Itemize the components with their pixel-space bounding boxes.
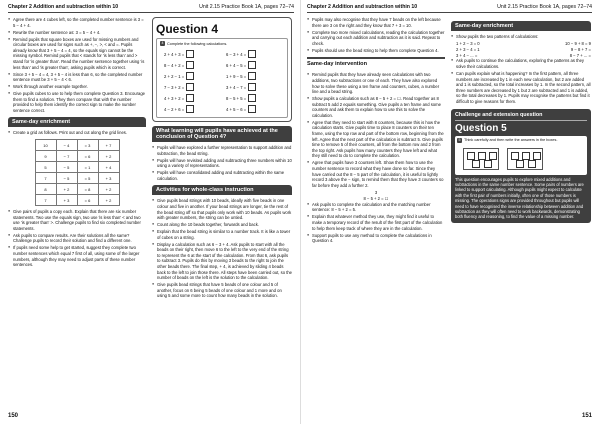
answer-box[interactable] (489, 152, 497, 160)
list-item: ● Ask pupils to compare results. Are their solutions all the same? Challenge pupils to record their solution and find a different one. (8, 233, 146, 244)
list-item: ● Remind pupils that they have already seen calculations with two additions, two subtractions or one of each. They have also explored how to solve these using a ten frame and counters, cubes, a number line and a bead string. (307, 72, 445, 94)
right-column-1 (307, 17, 445, 245)
list-item: ● If pupils need some help to get started, suggest they complete two number sentences which equal 7 first of all, using some of the larger numbers, although they may need to adjust parts of these number sentences. (8, 245, 146, 267)
list-item: ● Pupils will have consolidated adding and subtracting within the same calculation. (152, 170, 292, 181)
answer-box[interactable] (186, 105, 194, 113)
answer-box[interactable] (484, 160, 492, 168)
page-number: 150 (8, 413, 19, 419)
bullet-list (8, 130, 146, 136)
answer-box[interactable] (511, 152, 519, 160)
bullet-list (152, 145, 292, 181)
bullet-list (451, 34, 591, 40)
list-item: ● Complete two more mixed calculations, reading the calculation together and carrying out each addition and subtraction as it is said. Repeat to check. (307, 30, 445, 47)
list-item: ● Show pupils a calculation such as 8 − 5 + 2 = ☐. Read together as 8 subtract 5 add 2 equals something. Give pupils a ten frame and some counters and ask them to explain how to use this to solve the calculation. (307, 96, 445, 118)
section-heading-whole-class: Activities for whole-class instruction (152, 185, 292, 195)
list-item: ● Give pupils cubes to use to help them complete Question 3. Encourage them to find a solution. They then compare that with the number provided to help them identify the correct sign to make the number sentence correct. (8, 91, 146, 113)
answer-box[interactable] (248, 61, 256, 69)
section-heading-intervention: Same-day intervention (307, 57, 445, 69)
answer-box[interactable] (248, 83, 256, 91)
list-item: ● Display a calculation such as 6 − 3 + 4. Ask pupils to start with all the beads on their right, then move 6 to the left to the very end of the string to represent the 6 at the start of the calculation. From that 6, ask pupils to subtract 3. Pupils do this by moving 3 beads to the right to join the other beads there. The final step, + 4, is achieved by sliding 4 beads back to the left to join those there. All steps have been carried out, so the number of beads on the left is the solution to the calculation. (152, 242, 292, 281)
list-item: ● Remind pupils that square boxes are used for missing numbers and circular boxes are used for signs such as +, −, >, < and =. Pupils already know that 3 + 5 − 4 = 4, so the equals sign cannot be the missing symbol. Remind pupils that < stands for 'is less than' and > stand for 'is greater than'. Read the number sentence together using 'is less than' and 'is greater than', asking pupils which is correct. (8, 37, 146, 71)
bullet-list (307, 72, 445, 188)
unit-reference: Unit 2.15 Practice Book 1A, pages 72–74 (497, 4, 592, 10)
challenge-panel (451, 109, 591, 223)
question-4-box (152, 17, 292, 122)
answer-box[interactable] (467, 152, 475, 160)
puzzle-diagram (463, 148, 499, 170)
list-item: ● Rewrite the number sentence as: 3 = 5 − 4 + 4. (8, 30, 146, 36)
list-item: ● Show pupils the two patterns of calculations: (451, 34, 591, 40)
left-column-2 (152, 17, 292, 300)
puzzle-diagram (507, 148, 543, 170)
pattern-table: 1 + 2 − 3 = 0 10 − 9 + 8 = 9 2 + 3 − 4 = 1 9 − 8 + 7 = 3 + 4 − ... = 8 − 7 + ... = (456, 40, 591, 58)
answer-box[interactable] (516, 160, 524, 168)
list-item: ● Pupils may also recognise that they have 7 beads on the left because there are 3 on the right and they know that 7 + 3 = 10. (307, 17, 445, 28)
challenge-title: Challenge and extension question (455, 112, 587, 121)
calculation-grid: 2 + 4 + 3 = 6 − 3 + 4 = 8 − 4 + 2 = 6 + 4 − 5 = 2 + 2 − 1 = 1 + 9 − 5 = 7 − 3 + 2 = 3 + 4 − 7 = 4 + 3 + 2 = 8 − 5 + 5 = 4 − 2 + 6 = 4 + 5 − 6 = (160, 48, 284, 115)
chapter-title: Chapter 2 Addition and subtraction within 10 (8, 4, 119, 10)
list-item: ● Create a grid as follows. Print out and cut along the grid lines. (8, 130, 146, 136)
answer-box[interactable] (186, 94, 194, 102)
list-item: ● Ask pupils to continue the calculations, exploring the patterns as they solve their calculations. (451, 58, 591, 69)
worksheet-instruction: Think carefully and then write the answers in the boxes. (464, 138, 558, 143)
answer-box[interactable] (248, 50, 256, 58)
list-item: ● Pupils will have explored a further representation to support addition and subtraction, the bead string. (152, 145, 292, 156)
page-header (8, 4, 294, 13)
puzzle-shapes (457, 145, 585, 173)
answer-box[interactable] (533, 152, 541, 160)
unit-reference: Unit 2.15 Practice Book 1A, pages 72–74 (199, 4, 294, 10)
list-item: ● Give pupils bead strings that have 5 beads of one colour and 5 of another, focus on 6 being 5 beads of one colour and 1 more and on using 5 and some more to count how many beads in the solution. (152, 282, 292, 299)
example-equation: 8 − 5 + 2 = ☐ (363, 195, 389, 201)
answer-box[interactable] (186, 83, 194, 91)
page-header (307, 4, 592, 13)
list-item: ● Agree there are 4 cubes left, so the completed number sentence is 3 = 5 − 4 + 4. (8, 17, 146, 28)
page-number: 151 (581, 413, 592, 419)
answer-box[interactable] (472, 160, 480, 168)
list-item: ● Give pupils bead strings with 10 beads, ideally with five beads in one colour and five in another. If your bead strings are longer, tie the rest of the bead string off so that pupils only work with 10 beads. As pupils work with greater numbers, the string can be untied. (152, 198, 292, 220)
question-number-icon: 5 (458, 137, 461, 142)
bullet-list (8, 209, 146, 268)
bullet-list (451, 58, 591, 104)
list-item: ● Since 3 + 5 − 4 = 4, 3 + 5 − 4 is less than 6, so the completed number sentence must be 3 + 5 − 4 < 6. (8, 72, 146, 83)
answer-box[interactable] (522, 152, 530, 160)
right-page (300, 0, 600, 424)
answer-box[interactable] (248, 105, 256, 113)
list-item: ● Pupils will have revisited adding and subtracting three numbers within 10 using a variety of representations. (152, 158, 292, 169)
section-heading-enrichment: Same-day enrichment (451, 21, 591, 31)
list-item: ● Support pupils to use any method to complete the calculations in Question 4. (307, 233, 445, 244)
list-item: ● Explain that whatever method they use, they might find it useful to make a temporary record of the result of the first part of the calculation to help them keep track of where they are in the calculation. (307, 214, 445, 231)
bullet-list (307, 17, 445, 53)
challenge-description: This question encourages pupils to explore mixed additions and subtractions in the same number sentence. Some pairs of numbers are linked to support calculating. Although pupils might expect to calculate with the first pair of numbers initially, often one of those numbers is missing. The operations signs are provided throughout but pupils will need to have recognised the inverse relationship between addition and subtraction as they will often need to work backwards, demonstrating both fluency and reasoning, to find the value of a missing number. (455, 176, 584, 220)
worksheet-instruction: Complete the following calculations. (167, 41, 228, 46)
worksheet (455, 136, 587, 175)
answer-box[interactable] (248, 94, 256, 102)
right-column-2 (451, 17, 591, 245)
left-column-1 (8, 17, 146, 300)
answer-box[interactable] (248, 72, 256, 80)
answer-box[interactable] (528, 160, 536, 168)
list-item: ● Give pairs of pupils a copy each. Explain that there are six number statements. Two use the equals sign, two use 'is less than' < and two use 'is greater than' >. Challenge pupils to find six completed number statements. (8, 209, 146, 231)
list-item: ● Pupils should use the bead string to help them complete Question 4. (307, 48, 445, 54)
list-item: ● Can pupils explain what is happening? In the first pattern, all three numbers are increased by 1 in each new calculation, but 2 are added and 1 is subtracted, so the total increases by 1. In the second pattern, all three numbers are decreased by 1 but 2 are subtracted and 1 is added, so the total decreases by 1. Pupils may recognise the patterns but find it difficult to give reasons for them. (451, 71, 591, 105)
list-item: ● Ask pupils to complete the calculation and the matching number sentence: 8 − 5 + 2 = 5. (307, 202, 445, 213)
chapter-title: Chapter 2 Addition and subtraction within 10 (307, 4, 418, 10)
answer-box[interactable] (186, 61, 194, 69)
bullet-list (307, 202, 445, 244)
answer-box[interactable] (186, 50, 194, 58)
worksheet (156, 38, 288, 118)
question-title: Question 4 (156, 22, 219, 36)
list-item: ● Work through another example together. (8, 84, 146, 90)
annotation-number: 3 (374, 189, 378, 195)
list-item: ● Explain that the bead string is similar to a number track. It is like a tower of cubes on a string. (152, 229, 292, 240)
question-title: Question 5 (455, 122, 507, 134)
answer-box[interactable] (478, 152, 486, 160)
bullet-list (8, 17, 146, 113)
list-item: ● Agree that pupils have 3 counters left. Show them how to use the number sentence to record what they have done so far. Since they have carried out the 8 − 5 part of the calculation, it is useful to lightly record 3 above the − sign, to remind them that they have 3 counters so far before they add a further 2. (307, 160, 445, 188)
list-item: ● Agree that they need to start with 8 counters, because this is how the calculation starts. Give pupils time to place 8 counters on their ten frame, using the top row and part of the bottom row, beginning from the left. Agree that the next part of the calculation is subtract 5. Give pupils time to remove 5 of their counters, all from the bottom row and 2 from the top right. Ask pupils how many counters they have left and what they still need to do to complete the calculation. (307, 120, 445, 159)
question-number-icon: 4 (161, 41, 164, 45)
number-grid: 10 − 4 = 3 + 7 9 − 7 = 6 + 2 5 − 5 = 1 + 4 7 − 5 = 5 + 3 8 + 2 = 8 + 2 7 + 3 = 6 + 2 (35, 139, 120, 206)
section-heading-enrichment: Same-day enrichment (8, 117, 146, 127)
bullet-list (152, 198, 292, 299)
answer-box[interactable] (186, 72, 194, 80)
list-item: ● Count along the 10 beads together, forwards and back. (152, 222, 292, 228)
section-heading-achieved: What learning will pupils have achieved at the conclusion of Question 4? (152, 126, 292, 142)
